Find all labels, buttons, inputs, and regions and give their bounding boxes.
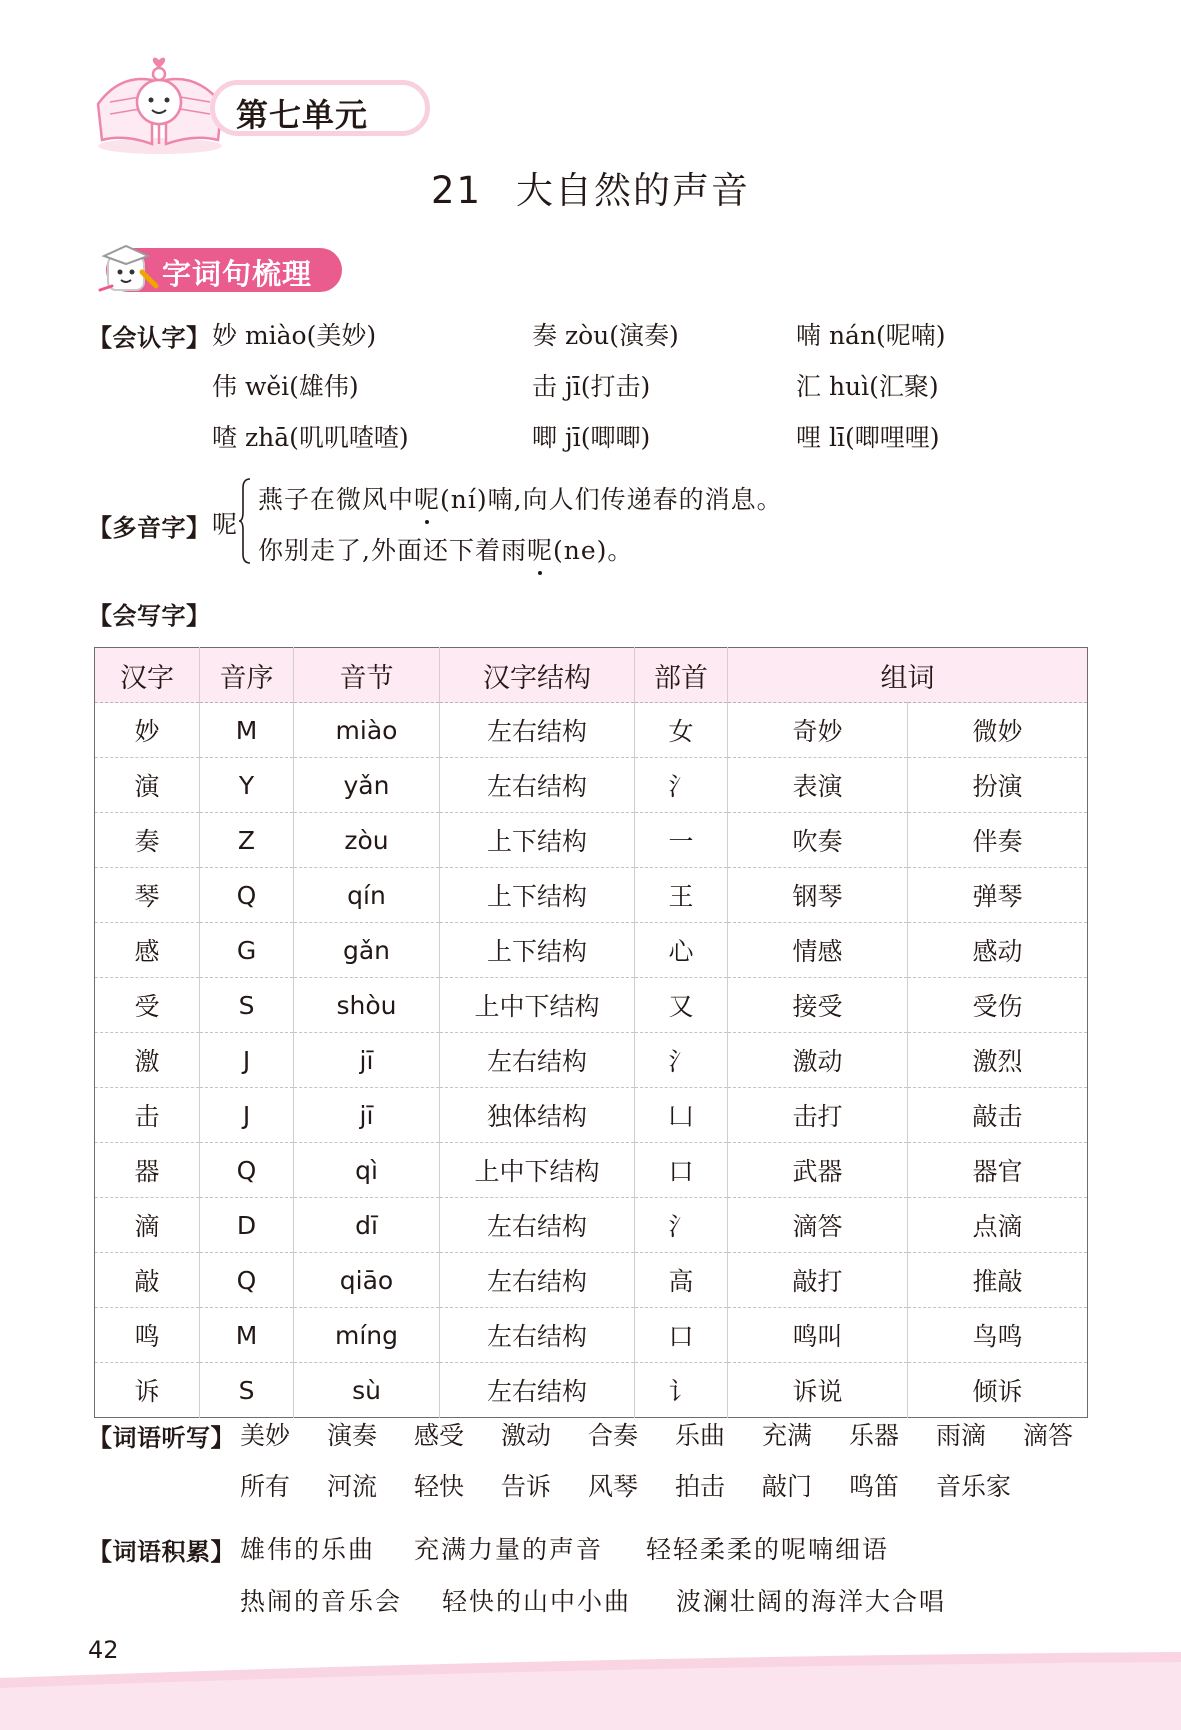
dictation-row-2 [240,1467,1023,1503]
header-char: 汉字 [95,648,200,703]
header-words: 组词 [728,648,1088,703]
cell-pinyin: qiāo [294,1253,440,1308]
cell-index: J [200,1088,294,1143]
recognize-item: 妙 miào(美妙) [212,321,377,350]
accumulation-phrase: 波澜壮阔的海洋大合唱 [676,1587,947,1616]
cell-radical: 心 [635,923,728,978]
cell-structure: 上中下结构 [440,978,635,1033]
header-index: 音序 [200,648,294,703]
cell-pinyin: jī [294,1088,440,1143]
dictation-word: 轻快 [414,1472,465,1501]
dictation-word: 美妙 [240,1421,291,1450]
cell-char: 激 [95,1033,200,1088]
cell-char: 器 [95,1143,200,1198]
cell-char: 敲 [95,1253,200,1308]
cell-index: Q [200,1253,294,1308]
cell-radical: 氵 [635,1198,728,1253]
cell-word: 击打 [728,1088,908,1143]
cell-radical: 口 [635,1308,728,1363]
cell-char: 演 [95,758,200,813]
cell-word: 激动 [728,1033,908,1088]
lesson-title [0,160,1181,214]
cell-pinyin: qín [294,868,440,923]
cell-radical: 口 [635,1143,728,1198]
lesson-number: 21 [430,169,483,212]
cell-index: Q [200,868,294,923]
cell-index: S [200,1363,294,1418]
dictation-word: 告诉 [501,1472,552,1501]
table-row [95,868,1088,923]
polyphone-target: 呢 [414,480,440,516]
cell-char: 琴 [95,868,200,923]
dictation-row-1 [240,1416,1110,1452]
dictation-word: 拍击 [675,1472,726,1501]
table-row [95,1033,1088,1088]
dictation-word: 音乐家 [936,1472,1012,1501]
cell-word: 奇妙 [728,703,908,758]
cell-pinyin: gǎn [294,923,440,978]
cell-word: 钢琴 [728,868,908,923]
cell-radical: 凵 [635,1088,728,1143]
cell-word: 诉说 [728,1363,908,1418]
cell-index: M [200,703,294,758]
accumulation-phrase: 雄伟的乐曲 [240,1535,376,1564]
cell-char: 鸣 [95,1308,200,1363]
cell-char: 感 [95,923,200,978]
cell-word: 情感 [728,923,908,978]
writing-label: 【会写字】 [88,602,211,630]
dictation-word: 敲门 [762,1472,813,1501]
cell-char: 击 [95,1088,200,1143]
dictation-word: 合奏 [588,1421,639,1450]
cell-index: J [200,1033,294,1088]
cell-word: 倾诉 [908,1363,1088,1418]
cell-word: 敲击 [908,1088,1088,1143]
writing-table [94,647,1088,1418]
cell-radical: 讠 [635,1363,728,1418]
cell-structure: 左右结构 [440,758,635,813]
cell-structure: 独体结构 [440,1088,635,1143]
cell-char: 滴 [95,1198,200,1253]
header-radical: 部首 [635,648,728,703]
table-row [95,978,1088,1033]
dictation-word: 滴答 [1023,1421,1074,1450]
table-row [95,923,1088,978]
cell-word: 扮演 [908,758,1088,813]
cell-structure: 左右结构 [440,1253,635,1308]
table-row [95,1143,1088,1198]
page-number: 42 [88,1636,119,1664]
cell-radical: 氵 [635,758,728,813]
recognize-item: 哩 lī(唧哩哩) [796,423,940,452]
bottom-wave-band [0,1648,1181,1730]
recognize-item: 奏 zòu(演奏) [532,321,679,350]
cell-word: 推敲 [908,1253,1088,1308]
cell-pinyin: zòu [294,813,440,868]
cell-radical: 氵 [635,1033,728,1088]
dictation-word: 乐器 [849,1421,900,1450]
accumulation-phrase: 轻轻柔柔的呢喃细语 [646,1535,890,1564]
table-header-row [95,648,1088,703]
dictation-word: 雨滴 [936,1421,987,1450]
cell-radical: 女 [635,703,728,758]
dictation-word: 风琴 [588,1472,639,1501]
accumulation-phrase: 充满力量的声音 [414,1535,604,1564]
cell-word: 微妙 [908,703,1088,758]
cell-index: Y [200,758,294,813]
cell-pinyin: míng [294,1308,440,1363]
polyphone-target: 呢 [527,531,553,567]
cell-word: 受伤 [908,978,1088,1033]
cell-index: G [200,923,294,978]
cell-word: 点滴 [908,1198,1088,1253]
table-row [95,813,1088,868]
cell-char: 妙 [95,703,200,758]
recognize-item: 击 jī(打击) [532,372,651,401]
lesson-name: 大自然的声音 [516,169,751,212]
polyphone-char: 呢 [212,510,238,539]
dictation-label: 【词语听写】 [88,1424,235,1452]
cell-index: Q [200,1143,294,1198]
dictation-word: 激动 [501,1421,552,1450]
cell-radical: 高 [635,1253,728,1308]
table-row [95,1308,1088,1363]
cell-pinyin: yǎn [294,758,440,813]
cell-index: S [200,978,294,1033]
accumulation-phrase: 热闹的音乐会 [240,1587,403,1616]
dictation-word: 所有 [240,1472,291,1501]
cell-pinyin: dī [294,1198,440,1253]
cell-structure: 上中下结构 [440,1143,635,1198]
cell-word: 弹琴 [908,868,1088,923]
header-structure: 汉字结构 [440,648,635,703]
cell-pinyin: qì [294,1143,440,1198]
cell-pinyin: shòu [294,978,440,1033]
cell-word: 鸣叫 [728,1308,908,1363]
dictation-word: 乐曲 [675,1421,726,1450]
unit-banner [90,54,435,154]
table-row [95,1363,1088,1418]
cell-pinyin: jī [294,1033,440,1088]
cell-index: M [200,1308,294,1363]
table-row [95,1198,1088,1253]
cell-radical: 一 [635,813,728,868]
cell-char: 奏 [95,813,200,868]
table-row [95,1088,1088,1143]
dictation-word: 感受 [414,1421,465,1450]
cell-structure: 上下结构 [440,813,635,868]
recognize-item: 喃 nán(呢喃) [796,321,946,350]
dictation-word: 鸣笛 [849,1472,900,1501]
section-title: 字词句梳理 [162,257,313,291]
section-badge [94,246,344,294]
accumulation-phrase: 轻快的山中小曲 [442,1587,632,1616]
recognize-item: 汇 huì(汇聚) [796,372,939,401]
cell-word: 伴奏 [908,813,1088,868]
cell-word: 感动 [908,923,1088,978]
book-mascot-icon [90,54,225,154]
polyphone-label: 【多音字】 [88,514,211,542]
recognize-item: 喳 zhā(叽叽喳喳) [212,423,409,452]
polyphone-sentence-1: 燕子在微风中呢(ní)喃,向人们传递春的消息。 [258,480,783,516]
table-row [95,1253,1088,1308]
cell-structure: 左右结构 [440,1363,635,1418]
table-row [95,703,1088,758]
cell-structure: 左右结构 [440,703,635,758]
cell-index: D [200,1198,294,1253]
cell-word: 吹奏 [728,813,908,868]
cell-word: 武器 [728,1143,908,1198]
recognize-item: 唧 jī(唧唧) [532,423,651,452]
polyphone-sentence-2: 你别走了,外面还下着雨呢(ne)。 [258,531,633,567]
cell-word: 激烈 [908,1033,1088,1088]
unit-title: 第七单元 [236,96,369,134]
cell-radical: 王 [635,868,728,923]
cell-structure: 左右结构 [440,1033,635,1088]
cell-structure: 上下结构 [440,923,635,978]
cell-char: 诉 [134,1377,160,1406]
cell-structure: 上下结构 [440,868,635,923]
header-pinyin: 音节 [294,648,440,703]
dictation-word: 充满 [762,1421,813,1450]
dictation-word: 河流 [327,1472,378,1501]
cell-char: 受 [95,978,200,1033]
cell-pinyin: sù [294,1363,440,1418]
accumulation-label: 【词语积累】 [88,1538,235,1566]
recognize-item: 伟 wěi(雄伟) [212,372,359,401]
cell-pinyin: miào [294,703,440,758]
cell-word: 滴答 [728,1198,908,1253]
recognize-label: 【会认字】 [88,324,211,352]
cell-structure: 左右结构 [440,1198,635,1253]
dictation-word: 演奏 [327,1421,378,1450]
cell-radical: 又 [635,978,728,1033]
cell-word: 器官 [908,1143,1088,1198]
pencil-mascot-icon [94,242,164,298]
cell-word: 表演 [728,758,908,813]
cell-word: 敲打 [728,1253,908,1308]
cell-index: Z [200,813,294,868]
cell-structure: 左右结构 [440,1308,635,1363]
cell-word: 接受 [728,978,908,1033]
cell-word: 鸟鸣 [908,1308,1088,1363]
brace-icon [238,478,252,564]
table-row [95,758,1088,813]
